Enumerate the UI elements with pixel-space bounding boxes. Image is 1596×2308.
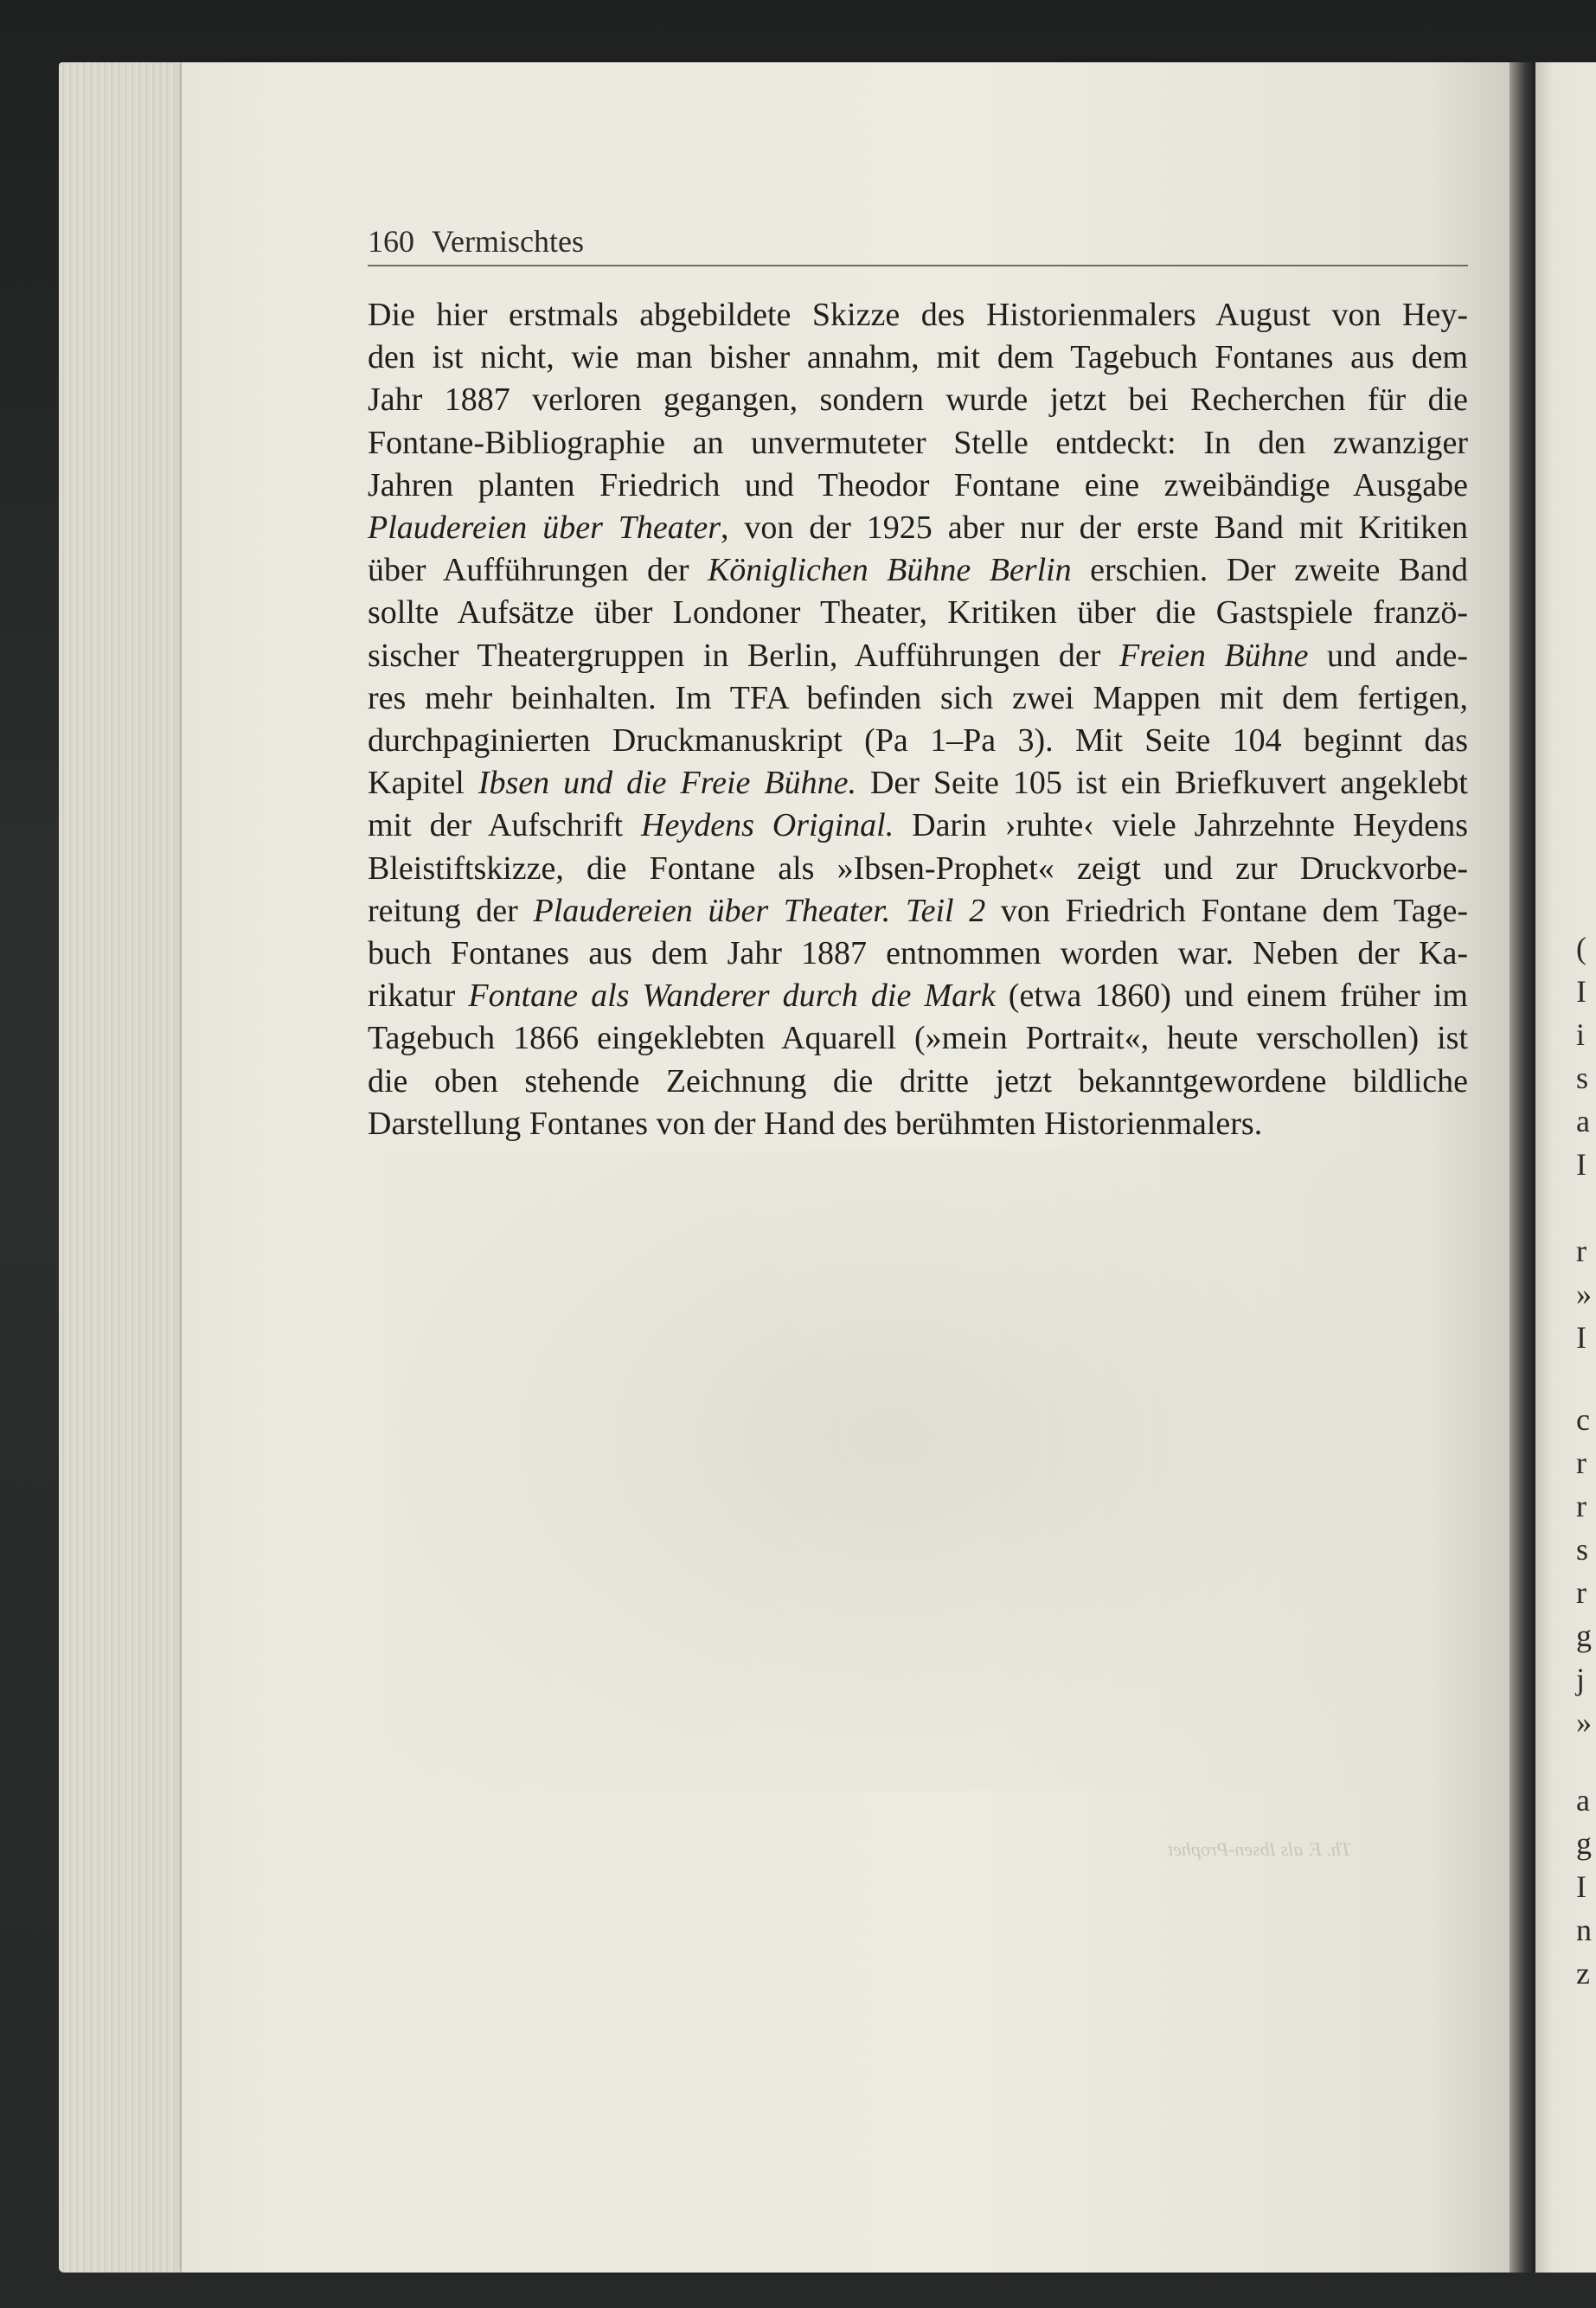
facing-page-glyph: » [1576, 1705, 1592, 1740]
text-line: den ist nicht, wie man bisher annahm, mit dem Tagebuch Fontanes aus dem [368, 339, 1468, 376]
facing-page-glyph: c [1576, 1402, 1590, 1437]
italic-title: Ibsen und die Freie Bühne. [478, 765, 856, 802]
facing-page-glyph: s [1576, 1061, 1589, 1095]
italic-title: Heydens Original. [641, 807, 894, 844]
facing-page-glyph: g [1576, 1619, 1592, 1653]
facing-page-glyph: a [1576, 1104, 1590, 1138]
facing-page-glyph: r [1576, 1575, 1586, 1610]
facing-page-glyph: r [1576, 1489, 1586, 1523]
text-line: Darstellung Fontanes von der Hand des berühmten Historienmalers. [368, 1105, 1263, 1142]
text-line: mit der Aufschrift Heydens Original. Darin ›ruhte‹ viele Jahrzehnte Heydens [368, 807, 1468, 844]
page-number: 160 [368, 224, 414, 259]
facing-page-glyph: g [1576, 1826, 1592, 1861]
facing-page-glyph: I [1576, 1147, 1586, 1182]
facing-page-glyph: I [1576, 1869, 1586, 1904]
facing-page-glyph: » [1576, 1277, 1592, 1311]
facing-page-glyph: I [1576, 974, 1586, 1009]
running-title: Vermischtes [432, 224, 584, 259]
facing-page-glyph: j [1576, 1662, 1586, 1696]
text-line: Bleistiftskizze, die Fontane als »Ibsen-Prophet« zeigt und zur Druckvorbe- [368, 849, 1468, 887]
italic-title: Plaudereien über Theater. Teil 2 [533, 892, 986, 929]
text-line: res mehr beinhalten. Im TFA befinden sich zwei Mappen mit dem fertigen, [368, 679, 1468, 716]
text-line: sischer Theatergruppen in Berlin, Aufführungen der Freien Bühne und ande- [368, 637, 1468, 674]
facing-page-glyph: a [1576, 1783, 1590, 1818]
bleed-through-illustration [385, 1151, 1397, 1791]
text-line: reitung der Plaudereien über Theater. Teil 2 von Friedrich Fontane dem Tage- [368, 892, 1469, 929]
book-gutter [1509, 62, 1535, 2273]
facing-page-glyph: r [1576, 1446, 1586, 1480]
text-line: Plaudereien über Theater, von der 1925 aber nur der erste Band mit Kritiken [368, 510, 1469, 547]
text-line: durchpaginierten Druckmanuskript (Pa 1–Pa 3). Mit Seite 104 beginnt das [368, 722, 1468, 760]
body-paragraph [368, 294, 1468, 1145]
text-line: die oben stehende Zeichnung die dritte jetzt bekanntgewordene bildliche [368, 1062, 1468, 1100]
facing-page-glyph: n [1576, 1913, 1592, 1947]
text-line: Jahren planten Friedrich und Theodor Fontane eine zweibändige Ausgabe [368, 466, 1468, 503]
facing-page-glyph: r [1576, 1234, 1586, 1268]
text-line: Die hier erstmals abgebildete Skizze des Historienmalers August von Hey- [368, 297, 1468, 333]
italic-title: Königlichen Bühne Berlin [707, 552, 1072, 589]
italic-title: Freien Bühne [1119, 637, 1309, 674]
text-line: rikatur Fontane als Wanderer durch die Mark (etwa 1860) und einem früher im [368, 978, 1468, 1015]
text-line: über Aufführungen der Königlichen Bühne Berlin erschien. Der zweite Band [368, 552, 1468, 589]
italic-title: Fontane als Wanderer durch die Mark [468, 978, 996, 1015]
running-header [368, 223, 1468, 266]
facing-page-glyph: z [1576, 1956, 1590, 1991]
facing-page-glyph: I [1576, 1320, 1586, 1355]
italic-title: Plaudereien über Theater [368, 510, 721, 547]
text-line: buch Fontanes aus dem Jahr 1887 entnommen worden war. Neben der Ka- [368, 935, 1468, 972]
text-line: Tagebuch 1866 eingeklebten Aquarell (»mein Portrait«, heute verschollen) ist [368, 1020, 1468, 1057]
facing-page-glyph: i [1576, 1017, 1586, 1052]
bleed-through-caption: Th. F. als Ibsen-Prophet [1168, 1838, 1352, 1860]
facing-page-glyph: ( [1576, 931, 1586, 965]
text-line: Jahr 1887 verloren gegangen, sondern wurde jetzt bei Recherchen für die [368, 381, 1468, 419]
text-line: Fontane-Bibliographie an unvermuteter Stelle entdeckt: In den zwanziger [368, 424, 1468, 461]
text-line: sollte Aufsätze über Londoner Theater, Kritiken über die Gastspiele franzö- [368, 594, 1468, 631]
facing-page-glyph: s [1576, 1532, 1589, 1567]
text-line: Kapitel Ibsen und die Freie Bühne. Der Seite 105 ist ein Briefkuvert angeklebt [368, 765, 1468, 802]
